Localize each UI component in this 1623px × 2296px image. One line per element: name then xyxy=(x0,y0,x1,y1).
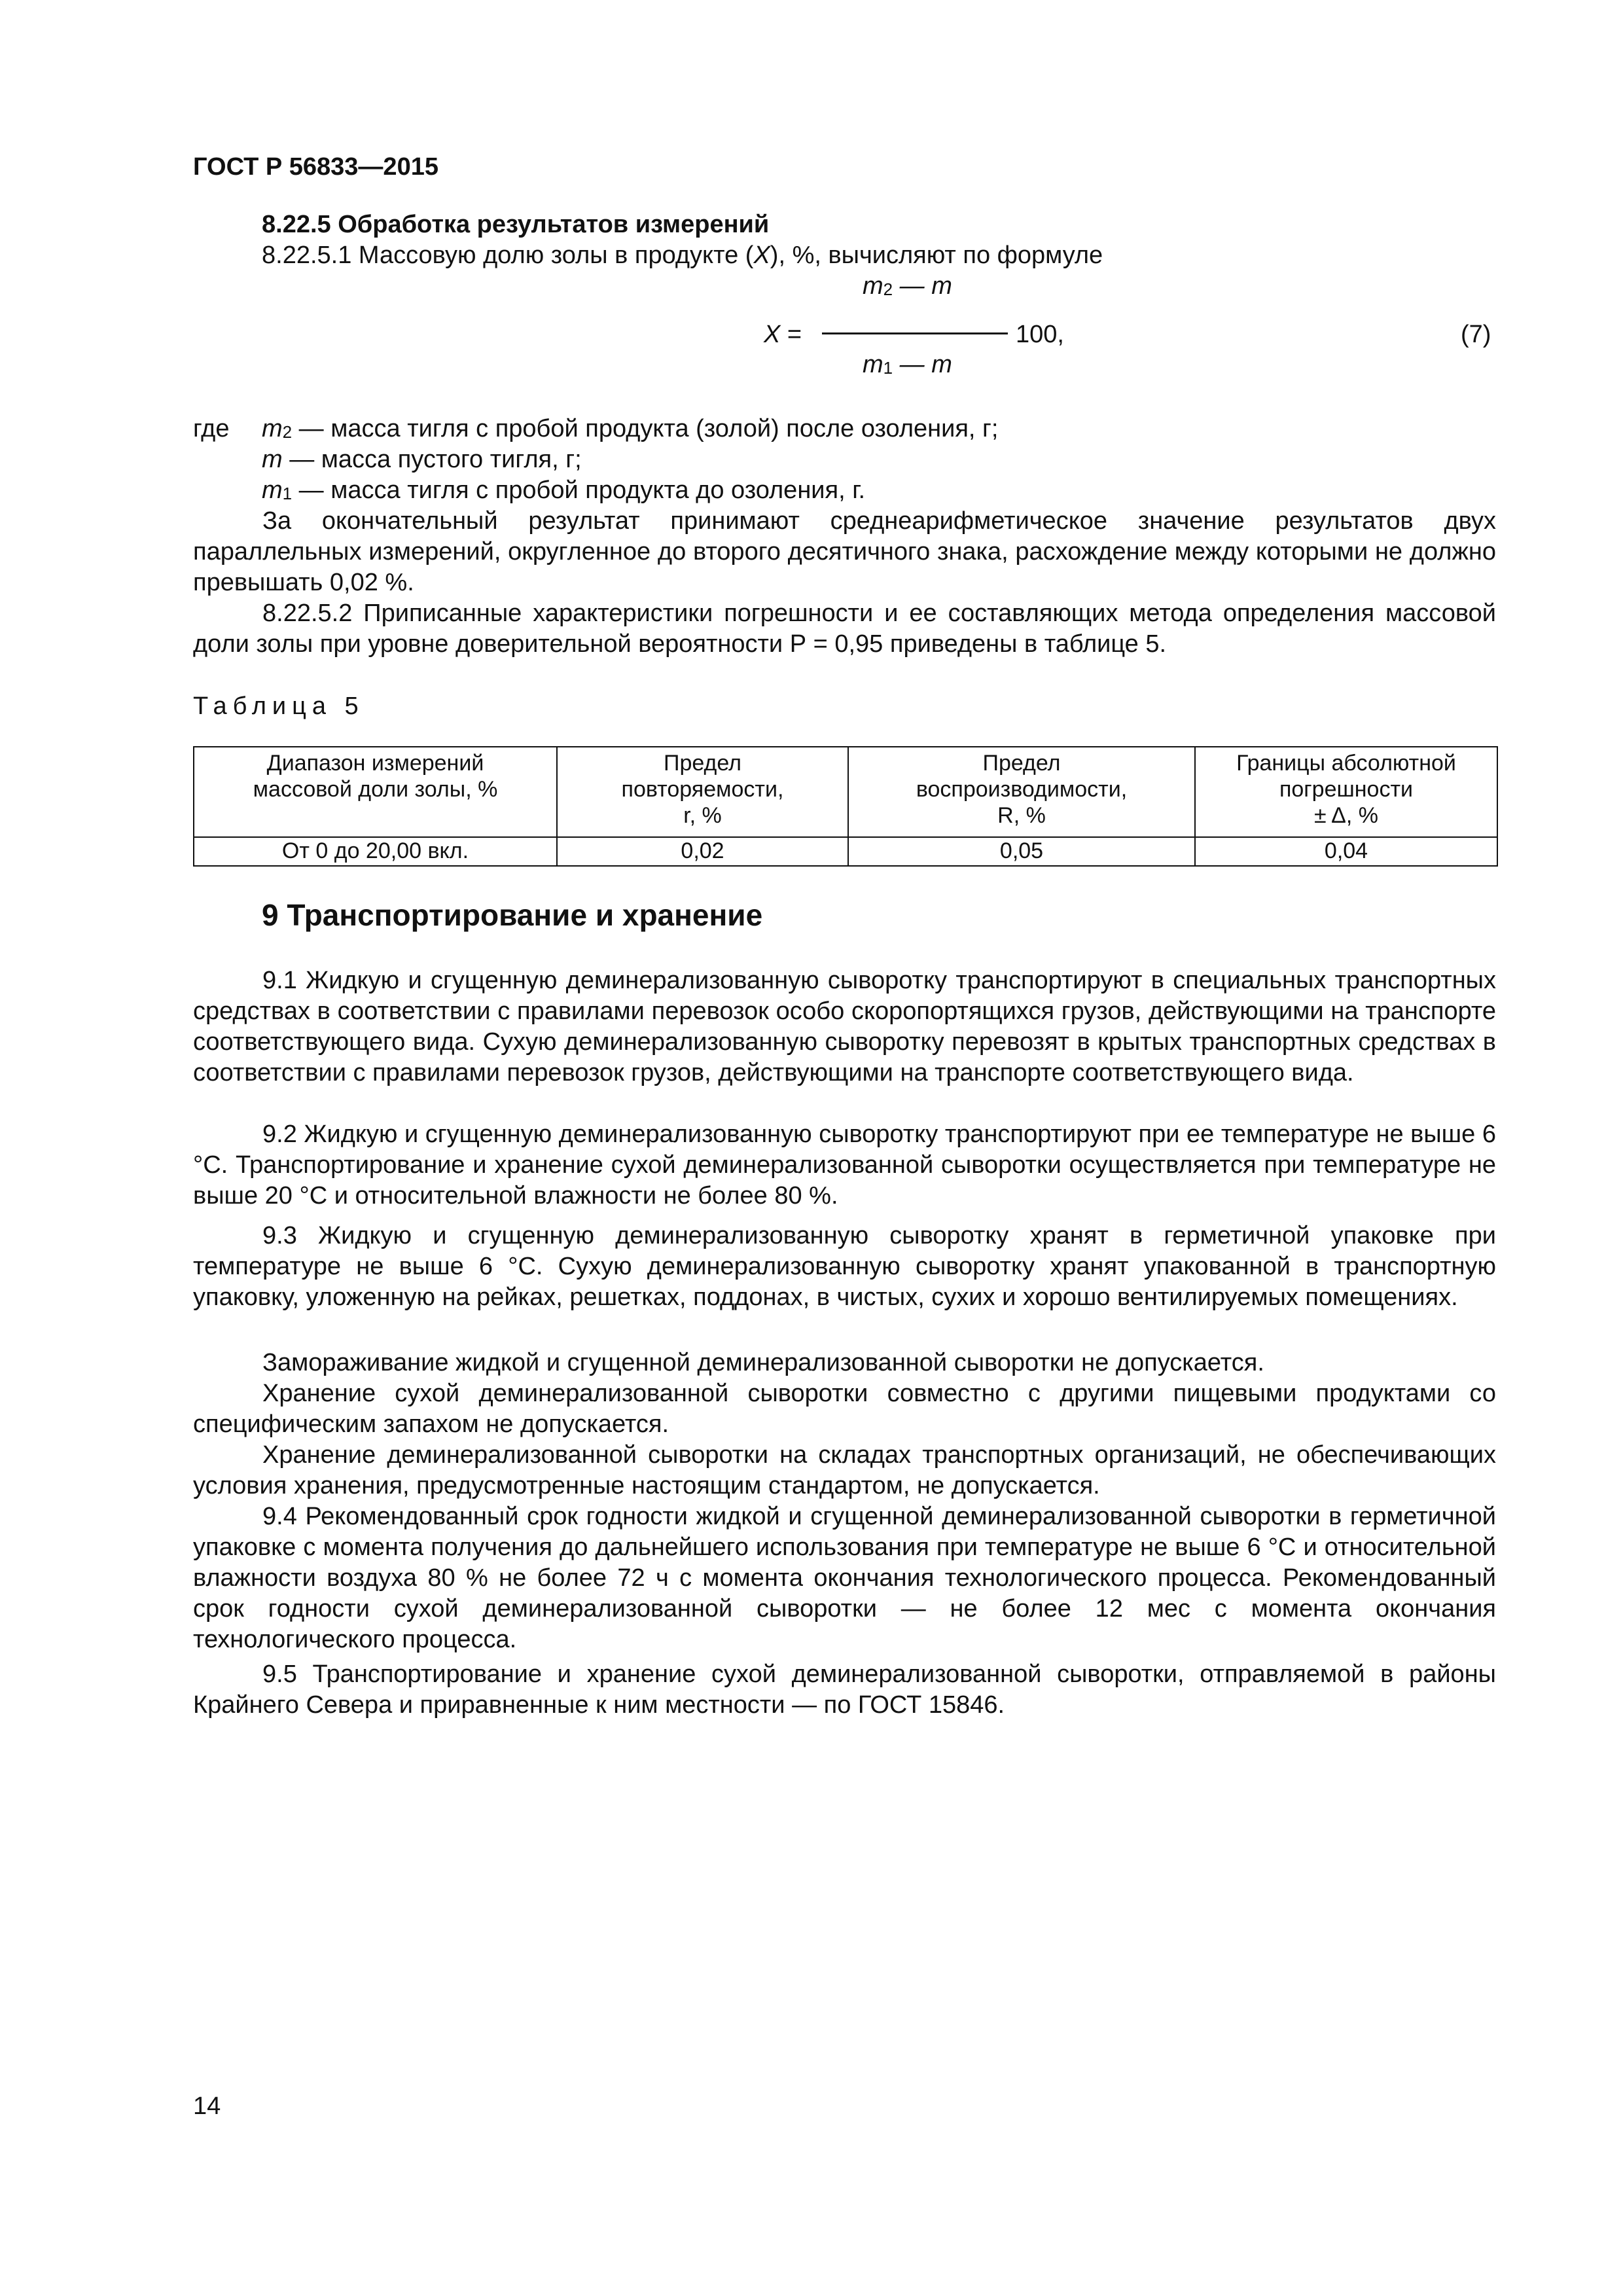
table-5 xyxy=(193,746,1498,867)
section-title-9: 9 Транспортирование и хранение xyxy=(262,898,763,932)
doc-header-code: ГОСТ Р 56833—2015 xyxy=(193,153,438,181)
legend-item: m1 — масса тигля с пробой продукта до озоления, г. xyxy=(262,476,865,504)
paragraph-freezing: Замораживание жидкой и сгущенной деминерализованной сыворотки не допускается. xyxy=(262,1349,1264,1376)
formula-number: (7) xyxy=(1461,321,1491,348)
formula-intro: 8.22.5.1 Массовую долю золы в продукте (X), %, вычисляют по формуле xyxy=(262,242,1103,269)
paragraph-9-1: 9.1 Жидкую и сгущенную деминерализованную сыворотку транспортируют в специальных транспортных средствах в соответствии с правилами перевозок особо скоропортящихся грузов, действующими на транспорте соответствующего вида. Сухую деминерализованную сыворотку перевозят в крытых транспортных средствах в соответствии с правилами перевозок грузов, действующими на транспорте соответствующего вида. xyxy=(193,967,1496,1086)
cell-reproducibility: 0,05 xyxy=(848,837,1195,866)
paragraph-final-result: За окончательный результат принимают среднеарифметическое значение результатов двух параллельных измерений, округленное до второго десятичного знака, расхождение между которыми не должно превышать 0,02 %. xyxy=(193,507,1496,596)
table-header-row xyxy=(194,747,1497,837)
paragraph-9-4: 9.4 Рекомендованный срок годности жидкой и сгущенной деминерализованной сыворотки в герметичной упаковке с момента получения до дальнейшего использования при температуре не выше 6 °С и относительной влажности воздуха 80 % не более 72 ч с момента окончания технологического процесса. Рекомендованный срок годности сухой деминерализованной сыворотки — не более 12 мес с момента окончания технологического процесса. xyxy=(193,1503,1496,1653)
table-row xyxy=(194,837,1497,866)
paragraph-storage-warehouses: Хранение деминерализованной сыворотки на складах транспортных организаций, не обеспечивающих условия хранения, предусмотренные настоящим стандартом, не допускается. xyxy=(193,1441,1496,1499)
header-error-bounds: Границы абсолютной погрешности ± Δ, % xyxy=(1195,747,1497,837)
paragraph-9-2: 9.2 Жидкую и сгущенную деминерализованную сыворотку транспортируют при ее температуре не выше 6 °С. Транспортирование и хранение сухой деминерализованной сыворотки осуществляется при температуре не выше 20 °С и относительной влажности не более 80 %. xyxy=(193,1121,1496,1210)
header-range: Диапазон измерений массовой доли золы, % xyxy=(194,747,557,837)
legend-item: m — масса пустого тигля, г; xyxy=(262,446,582,473)
cell-error-bounds: 0,04 xyxy=(1195,837,1497,866)
section-title-8-22-5: 8.22.5 Обработка результатов измерений xyxy=(262,211,770,238)
paragraph-9-5: 9.5 Транспортирование и хранение сухой деминерализованной сыворотки, отправляемой в районы Крайнего Севера и приравненные к ним местности — по ГОСТ 15846. xyxy=(193,1660,1496,1719)
paragraph-8-22-5-2: 8.22.5.2 Приписанные характеристики погрешности и ее составляющих метода определения массовой доли золы при уровне доверительной вероятности Р = 0,95 приведены в таблице 5. xyxy=(193,600,1496,658)
page-number: 14 xyxy=(193,2092,221,2120)
cell-repeatability: 0,02 xyxy=(557,837,848,866)
formula-lhs: X = xyxy=(764,321,802,348)
header-reproducibility: Предел воспроизводимости, R, % xyxy=(848,747,1195,837)
cell-range: От 0 до 20,00 вкл. xyxy=(194,837,557,866)
formula-multiplier: 100, xyxy=(1016,321,1064,348)
formula-fraction-bar xyxy=(822,332,1008,334)
legend-where: где xyxy=(193,415,230,442)
paragraph-9-3: 9.3 Жидкую и сгущенную деминерализованную сыворотку хранят в герметичной упаковке при температуре не выше 6 °С. Сухую деминерализованную сыворотку хранят упакованной в транспортную упаковку, уложенную на рейках, решетках, поддонах, в чистых, сухих и хорошо вентилируемых помещениях. xyxy=(193,1222,1496,1311)
formula-denominator: m1 — m xyxy=(863,351,952,378)
legend-item: m2 — масса тигля с пробой продукта (золой) после озоления, г; xyxy=(262,415,999,442)
table-caption: Таблица 5 xyxy=(193,692,365,720)
header-repeatability: Предел повторяемости, r, % xyxy=(557,747,848,837)
paragraph-storage-odor: Хранение сухой деминерализованной сыворотки совместно с другими пищевыми продуктами со специфическим запахом не допускается. xyxy=(193,1380,1496,1438)
formula-numerator: m2 — m xyxy=(863,272,952,300)
